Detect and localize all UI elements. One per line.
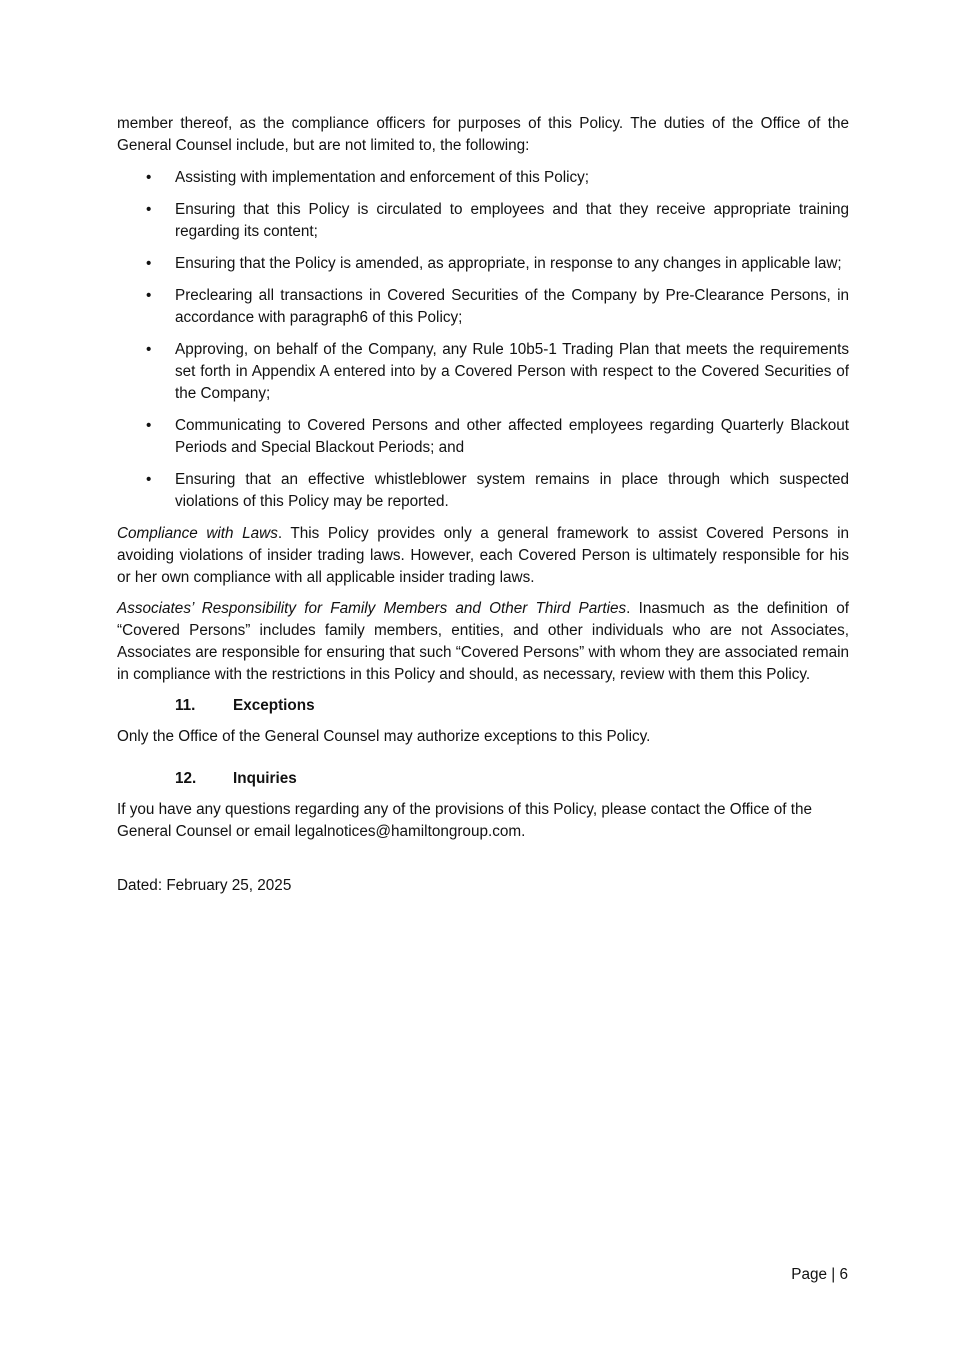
compliance-paragraph	[117, 523, 849, 589]
intro-paragraph: member thereof, as the compliance officers for purposes of this Policy. The duties of the Office of the General Counsel include, but are not limited to, the following:	[117, 115, 849, 154]
duties-list	[117, 167, 849, 513]
section-11-heading	[117, 695, 849, 717]
section-title: Inquiries	[233, 770, 297, 787]
bullet-icon: •	[146, 169, 152, 186]
section-12-heading	[117, 768, 849, 790]
list-item: • Ensuring that the Policy is amended, as appropriate, in response to any changes in applicable law;	[117, 253, 849, 275]
bullet-icon: •	[146, 417, 152, 434]
list-item: • Approving, on behalf of the Company, any Rule 10b5-1 Trading Plan that meets the requirements set forth in Appendix A entered into by a Covered Person with respect to the Covered Securities of the Company;	[146, 341, 849, 402]
page-number: Page | 6	[791, 1266, 848, 1283]
associates-heading: Associates’ Responsibility for Family Members and Other Third Parties	[117, 600, 627, 617]
bullet-icon: •	[146, 471, 152, 488]
associates-text: . Inasmuch as the definition of “Covered Persons” includes family members, entities, and other individuals who are not Associates, Associates are responsible for ensuring that such “Covered Persons” with whom they are associated remain in compliance with the restrictions in this Policy and should, as necessary, review with them this Policy.	[117, 600, 849, 683]
section-number: 12.	[175, 770, 197, 787]
list-item: • Communicating to Covered Persons and other affected employees regarding Quarterly Blackout Periods and Special Blackout Periods; and	[146, 417, 849, 456]
document-page	[117, 113, 849, 897]
compliance-text: . This Policy provides only a general framework to assist Covered Persons in avoiding violations of insider trading laws. However, each Covered Person is ultimately responsible for his or her own compliance with all applicable insider trading laws.	[117, 525, 849, 586]
associates-paragraph	[117, 598, 849, 686]
list-item: • Assisting with implementation and enforcement of this Policy;	[117, 167, 849, 189]
dated-line: Dated: February 25, 2025	[117, 877, 292, 894]
list-item: • Ensuring that an effective whistleblower system remains in place through which suspected violations of this Policy may be reported.	[146, 471, 849, 510]
bullet-icon: •	[146, 341, 152, 358]
list-item: • Ensuring that this Policy is circulated to employees and that they receive appropriate training regarding its content;	[146, 201, 849, 240]
section-number: 11.	[175, 697, 196, 714]
list-item: • Preclearing all transactions in Covered Securities of the Company by Pre-Clearance Persons, in accordance with paragraph6 of this Policy;	[146, 287, 849, 326]
bullet-icon: •	[146, 201, 152, 218]
compliance-heading: Compliance with Laws	[117, 525, 278, 542]
bullet-icon: •	[146, 255, 152, 272]
section-title: Exceptions	[233, 697, 315, 714]
inquiries-paragraph: If you have any questions regarding any of the provisions of this Policy, please contact the Office of the General Counsel or email legalnotices@hamiltongroup.com.	[117, 801, 812, 840]
exceptions-paragraph: Only the Office of the General Counsel may authorize exceptions to this Policy.	[117, 728, 651, 745]
bullet-icon: •	[146, 287, 152, 304]
